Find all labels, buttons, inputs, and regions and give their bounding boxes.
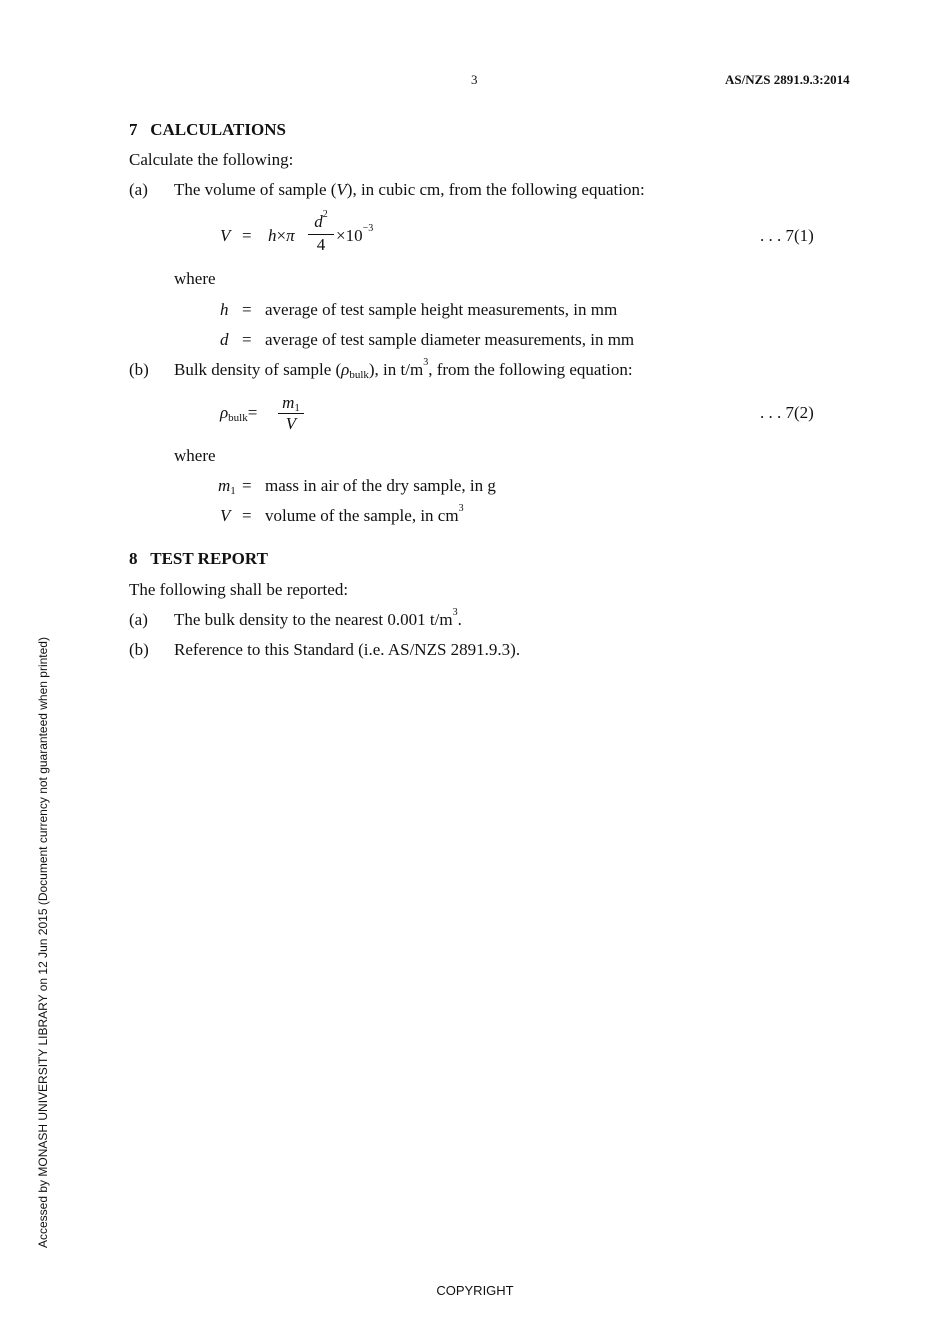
report-item-a-text: The bulk density to the nearest 0.001 $t/m^3$. <box>174 607 462 629</box>
eq2-numerator: $m_1$ <box>282 393 300 414</box>
section-title: TEST REPORT <box>150 549 268 568</box>
access-side-note: Accessed by MONASH UNIVERSITY LIBRARY on 12 Jun 2015 (Document currency not guaranteed when printed) <box>36 637 50 1248</box>
def-m1-desc: mass in air of the dry sample, in g <box>265 476 496 495</box>
section-title: CALCULATIONS <box>150 120 286 139</box>
def-h-equals: = <box>242 300 252 319</box>
page-number: 3 <box>471 72 478 87</box>
copyright-footer: COPYRIGHT <box>436 1283 514 1298</box>
section-number: 7 <box>129 120 138 139</box>
report-item-b-label: (b) <box>129 640 149 659</box>
eq2-fraction <box>278 393 304 434</box>
def-d-equals: = <box>242 330 252 349</box>
def-v-equals: = <box>242 506 252 525</box>
item-a-label: (a) <box>129 180 148 199</box>
eq1-times-power: $\times 10^{-3}$ <box>336 223 374 245</box>
eq1-denominator: 4 <box>316 235 326 254</box>
section-number: 8 <box>129 549 138 568</box>
item-b-text: Bulk density of sample $(\rho_{bulk})$, in $t/m^3$, from the following equation: <box>174 357 633 381</box>
eq1-h-times-pi: h×π <box>268 226 295 245</box>
where-b: where <box>174 446 216 465</box>
item-a-text: The volume of sample (V), in cubic cm, from the following equation: <box>174 180 645 199</box>
eq1-reference: . . . 7(1) <box>760 226 814 245</box>
def-h-symbol: h <box>220 300 229 319</box>
where-a: where <box>174 269 216 288</box>
def-v-desc: volume of the sample, in $cm^3$ <box>265 503 464 525</box>
section-7-intro: Calculate the following: <box>129 150 294 169</box>
eq2-reference: . . . 7(2) <box>760 403 814 422</box>
eq1-equals: = <box>242 226 252 245</box>
def-v-symbol: V <box>220 506 231 525</box>
section-8-intro: The following shall be reported: <box>129 580 349 599</box>
section-8-heading <box>129 549 268 569</box>
section-7-heading <box>129 120 286 140</box>
eq2-denominator: V <box>285 414 297 433</box>
eq2-lhs: $\rho_{bulk}=$ <box>220 403 258 424</box>
def-m1-equals: = <box>242 476 252 495</box>
volume-var: V <box>336 180 347 199</box>
def-d-desc: average of test sample diameter measurements, in mm <box>265 330 635 349</box>
eq1-lhs: V <box>220 226 231 245</box>
eq1-fraction <box>308 209 334 255</box>
def-d-symbol: d <box>220 330 229 349</box>
report-item-a-label: (a) <box>129 610 148 629</box>
def-h-desc: average of test sample height measurements, in mm <box>265 300 618 319</box>
def-m1-symbol: $m_1$ <box>218 476 236 497</box>
eq1-numerator: $d^2$ <box>314 209 328 231</box>
item-b-label: (b) <box>129 360 149 379</box>
standard-id: AS/NZS 2891.9.3:2014 <box>725 72 850 87</box>
report-item-b-text: Reference to this Standard (i.e. AS/NZS 2891.9.3). <box>174 640 521 659</box>
